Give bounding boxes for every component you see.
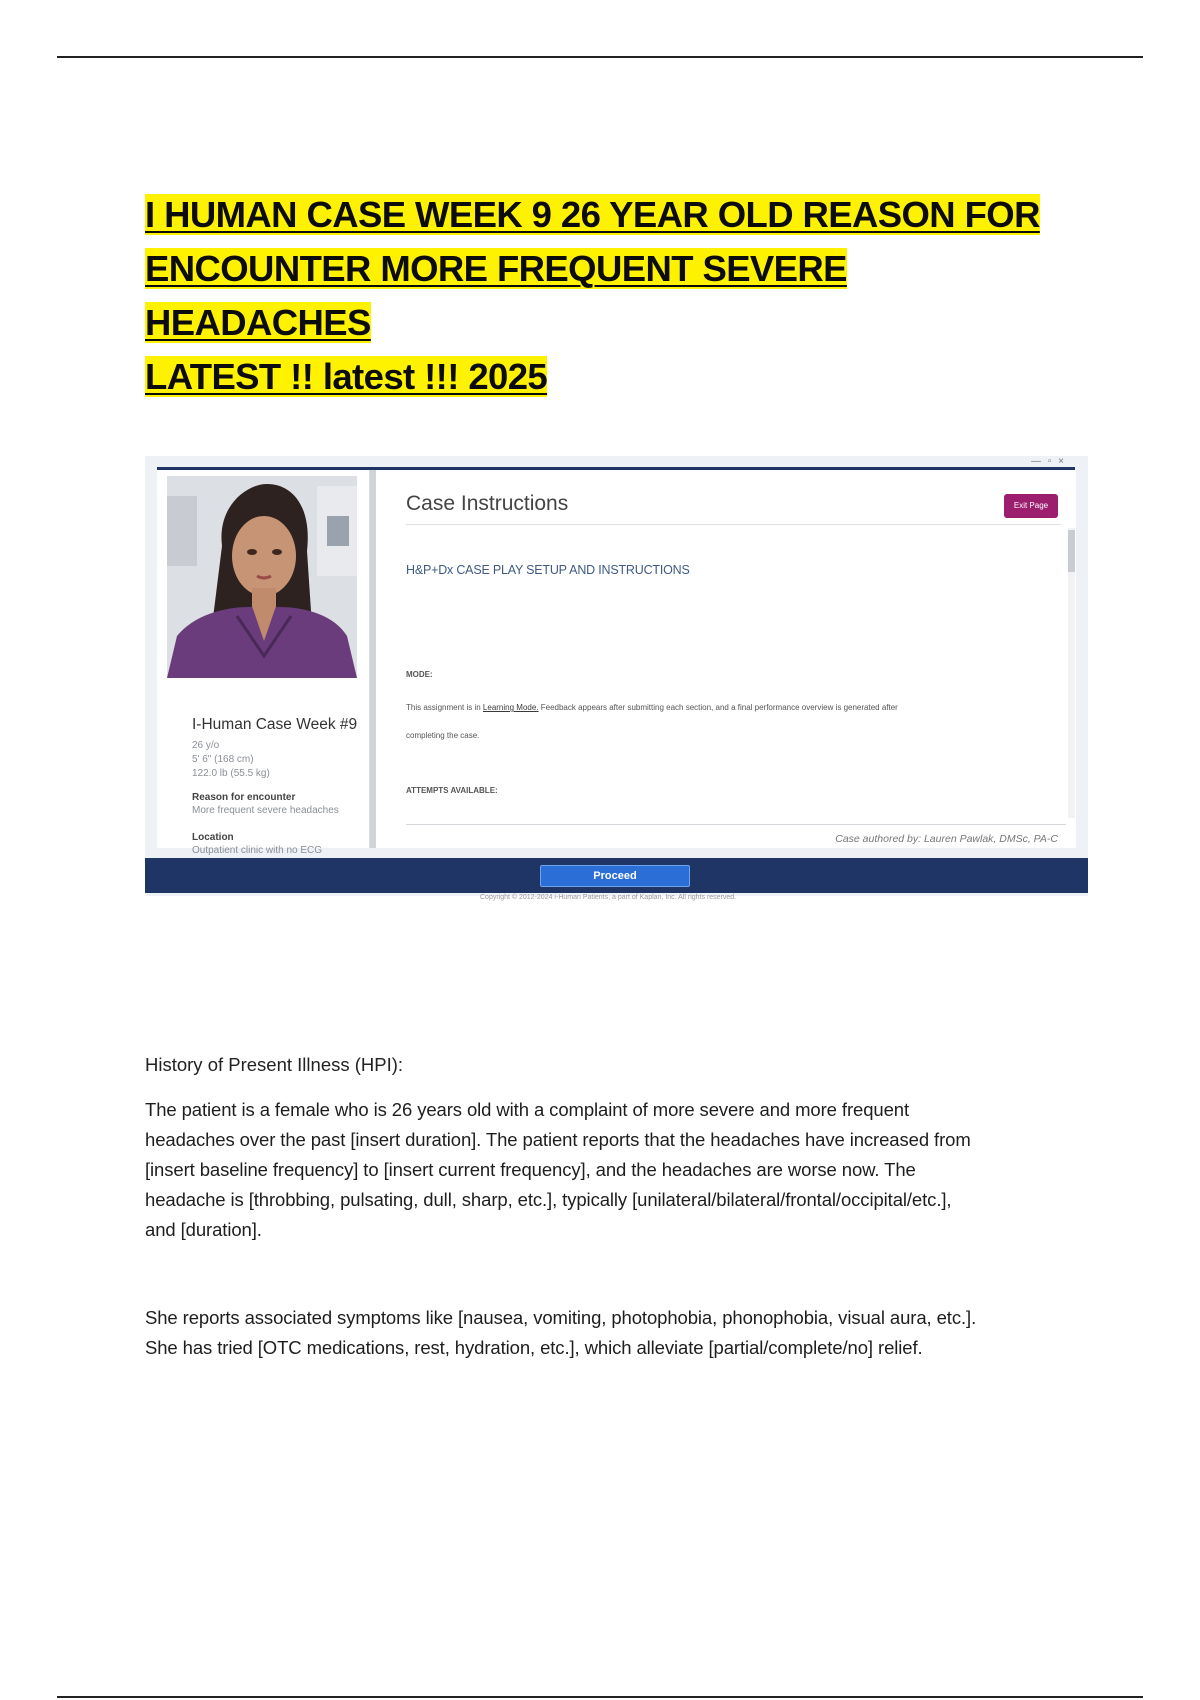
hpi-p1-line-3: [insert baseline frequency] to [insert current frequency], and the headaches are worse now. The <box>145 1159 916 1180</box>
hpi-p1-line-5: and [duration]. <box>145 1219 262 1240</box>
hpi-heading: History of Present Illness (HPI): <box>145 1054 404 1075</box>
patient-age: 26 y/o <box>192 740 220 751</box>
mode-text-end: Feedback appears after submitting each section, and a final performance overview is generated after <box>538 703 898 712</box>
proceed-button[interactable]: Proceed <box>540 865 690 887</box>
instructions-panel <box>376 470 1076 848</box>
instructions-scroll-thumb[interactable] <box>1068 530 1075 572</box>
case-screenshot <box>145 456 1088 901</box>
location-value: Outpatient clinic with no ECG <box>192 845 323 856</box>
patient-height: 5' 6" (168 cm) <box>192 754 254 765</box>
title-line-2: ENCOUNTER MORE FREQUENT SEVERE HEADACHES <box>145 248 847 343</box>
case-author: Case authored by: Lauren Pawlak, DMSc, PA-C <box>835 833 1058 845</box>
instructions-subtitle: H&P+Dx CASE PLAY SETUP AND INSTRUCTIONS <box>406 563 690 577</box>
top-rule <box>57 56 1143 58</box>
hpi-paragraph-2 <box>145 1303 1080 1363</box>
hpi-p2-line-1: She reports associated symptoms like [nausea, vomiting, photophobia, phonophobia, visual aura, etc.]. <box>145 1307 977 1328</box>
document-title <box>145 188 1065 404</box>
hpi-paragraph-1 <box>145 1095 1080 1245</box>
window-controls-icon: — ▫ × <box>1031 456 1066 467</box>
title-line-3: LATEST !! latest !!! 2025 <box>145 356 548 397</box>
bottom-divider <box>406 824 1066 825</box>
attempts-label: ATTEMPTS AVAILABLE: <box>406 786 498 795</box>
mode-label: MODE: <box>406 670 433 679</box>
copyright-text: Copyright © 2012-2024 i-Human Patients, a part of Kaplan, Inc. All rights reserved. <box>480 894 737 901</box>
patient-weight: 122.0 lb (55.5 kg) <box>192 768 270 779</box>
title-line-1: I HUMAN CASE WEEK 9 26 YEAR OLD REASON FOR <box>145 194 1040 235</box>
exit-page-button[interactable]: Exit Page <box>1004 494 1058 518</box>
hpi-p1-line-1: The patient is a female who is 26 years old with a complaint of more severe and more frequent <box>145 1099 909 1120</box>
mode-text-line2: completing the case. <box>406 731 480 740</box>
reason-label: Reason for encounter <box>192 792 296 803</box>
hpi-p2-line-2: She has tried [OTC medications, rest, hydration, etc.], which alleviate [partial/complete/no] relief. <box>145 1337 923 1358</box>
patient-avatar <box>167 476 357 678</box>
patient-name: I-Human Case Week #9 <box>192 716 358 733</box>
patient-panel <box>157 470 370 856</box>
mode-text <box>406 703 898 712</box>
learning-mode-link[interactable]: Learning Mode. <box>482 703 539 712</box>
location-label: Location <box>192 832 234 843</box>
reason-value: More frequent severe headaches <box>192 805 339 816</box>
hpi-p1-line-2: headaches over the past [insert duration]. The patient reports that the headaches have increased from <box>145 1129 971 1150</box>
title-divider <box>406 524 1061 525</box>
hpi-p1-line-4: headache is [throbbing, pulsating, dull, sharp, etc.], typically [unilateral/bilateral/frontal/occipital/etc.], <box>145 1189 952 1210</box>
mode-text-start: This assignment is in <box>406 703 483 712</box>
case-instructions-title: Case Instructions <box>406 492 569 515</box>
bottom-rule <box>57 1696 1143 1698</box>
